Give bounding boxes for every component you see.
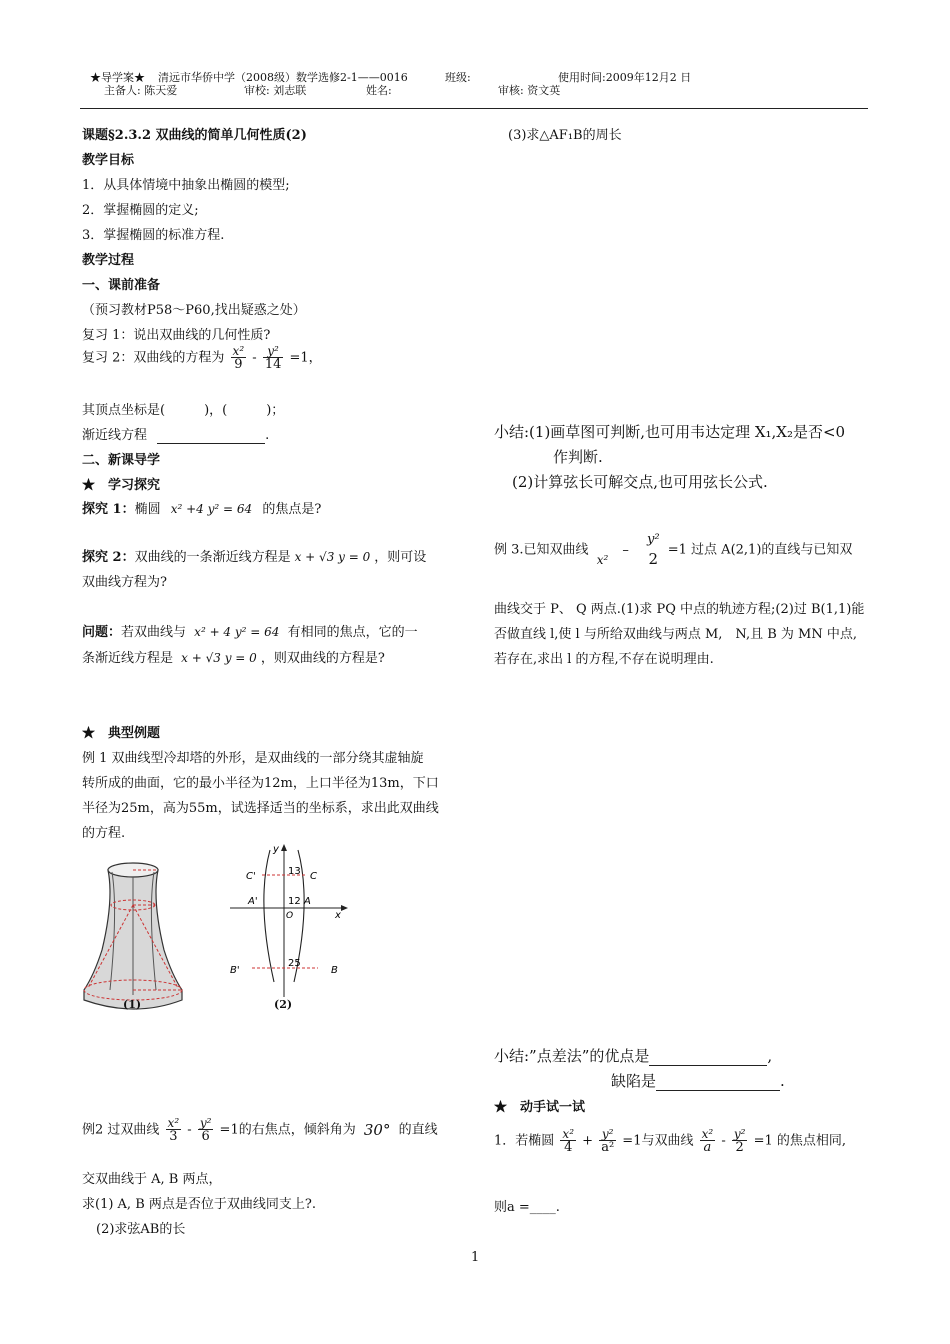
fraction-denominator: 2 <box>648 550 659 568</box>
fraction <box>198 1117 214 1143</box>
summary-2-line-1-end: , <box>767 1047 773 1065</box>
header-school: 清远市华侨中学（2008级）数学选修2-1——0016 <box>158 71 408 84</box>
plus-sign: + <box>582 1133 594 1149</box>
example-3-x-term: x² <box>596 552 609 567</box>
x-axis-label: x <box>335 910 341 921</box>
fraction <box>166 1117 182 1143</box>
fraction-denominator: 6 <box>198 1129 214 1143</box>
equation: x + √3 y = 0 <box>294 550 371 564</box>
cooling-tower-figure <box>80 850 190 1020</box>
summary-2-line-2-end: . <box>780 1072 785 1090</box>
example-2-line2: 交双曲线于 A, B 两点， <box>82 1172 222 1187</box>
page-number: 1 <box>471 1250 480 1265</box>
fraction-denominator: a <box>700 1140 716 1154</box>
fraction-numerator: y² <box>601 1127 614 1141</box>
header-approver: 审核: 资文英 <box>498 84 561 97</box>
example-1-line: 半径为25m，高为55m，试选择适当的坐标系，求出此双曲线 <box>82 801 439 816</box>
answer-blank <box>157 428 265 444</box>
minus-sign: - <box>721 1133 726 1149</box>
fraction <box>645 533 662 567</box>
new-heading: 二、新课导学 <box>82 453 161 468</box>
lesson-title: 课题§2.3.2 双曲线的简单几何性质(2) <box>82 128 307 143</box>
point-label: B <box>331 965 338 976</box>
fraction-numerator: y² <box>199 1116 212 1130</box>
explore-1-label: 探究 1： <box>82 502 135 517</box>
question-end: 有相同的焦点，它的一 <box>287 625 418 640</box>
examples-heading: ★ 典型例题 <box>82 726 161 741</box>
header-class: 班级: <box>445 71 471 84</box>
explore-2-end: ，则可设 <box>374 550 427 565</box>
fraction-numerator: x² <box>701 1127 714 1141</box>
hyperbola-axes-figure <box>222 842 352 1002</box>
vertex-line: 其顶点坐标是( )，( )； <box>82 403 285 418</box>
review-2 <box>82 345 322 371</box>
fraction-numerator: y² <box>267 344 279 358</box>
fraction-denominator: 14 <box>264 357 282 372</box>
figure-1-caption: (1) <box>123 998 142 1011</box>
equation: x² + 4 y² = 64 <box>194 625 280 639</box>
header-reviewer: 审校: 刘志联 <box>244 84 307 97</box>
question <box>82 621 418 640</box>
fraction-numerator: x² <box>562 1127 574 1141</box>
explore-2-line2: 双曲线方程为? <box>82 575 167 590</box>
example-3 <box>494 533 852 567</box>
question-text: 若双曲线与 <box>121 625 187 640</box>
summary-1-line-2: 作判断. <box>553 448 603 466</box>
header-name: 姓名: <box>366 84 392 97</box>
example-2-end: 的直线 <box>398 1122 438 1138</box>
asymptote-label: 渐近线方程 <box>82 428 148 443</box>
fraction <box>599 1128 616 1154</box>
review-2-prefix: 复习 2：双曲线的方程为 <box>82 350 225 366</box>
example-3-prefix: 例 3.已知双曲线 <box>494 542 589 558</box>
dimension-label: 12 <box>288 896 301 907</box>
try-1-answer: 则a =____. <box>494 1200 560 1215</box>
example-2-question-2: (2)求弦AB的长 <box>96 1222 186 1237</box>
explore-2 <box>82 546 426 565</box>
header-date: 使用时间:2009年12月2 日 <box>558 71 692 84</box>
fraction-numerator: y² <box>647 532 660 547</box>
summary-1-line-3: (2)计算弦长可解交点,也可用弦长公式. <box>512 473 768 491</box>
explore-heading: ★ 学习探究 <box>82 478 161 493</box>
fraction <box>263 345 284 371</box>
example-2-mid: =1的右焦点，倾斜角为 <box>219 1122 356 1138</box>
answer-blank <box>656 1072 780 1091</box>
fraction <box>560 1128 576 1154</box>
summary-2-advantage-label: 小结:”点差法”的优点是 <box>494 1047 650 1065</box>
y-axis-label: y <box>273 844 279 855</box>
header-brand: ★导学案★ <box>90 71 145 84</box>
example-2-prefix: 例2 过双曲线 <box>82 1122 160 1138</box>
equation: x² +4 y² = 64 <box>170 502 253 516</box>
explore-2-label: 探究 2： <box>82 550 135 565</box>
point-label: A <box>304 896 311 907</box>
goal-item: 3．掌握椭圆的标准方程. <box>82 228 225 243</box>
pre-note: （预习教材P58～P60,找出疑惑之处） <box>82 303 306 318</box>
question-line2-a: 条渐近线方程是 <box>82 651 174 666</box>
fraction-denominator: a² <box>601 1140 615 1155</box>
summary-2-line-1 <box>494 1045 772 1066</box>
fraction <box>231 345 247 371</box>
explore-1-end: 的焦点是? <box>262 502 322 517</box>
minus-sign: - <box>252 350 257 366</box>
example-1-line: 转所成的曲面，它的最小半径为12m，上口半径为13m，下口 <box>82 776 439 791</box>
summary-2-drawback-label: 缺陷是 <box>611 1072 657 1090</box>
point-label: C <box>310 871 317 882</box>
origin-label: O <box>286 911 294 921</box>
minus-sign: – <box>622 542 629 558</box>
equation: x + √3 y = 0 <box>181 651 257 665</box>
review-2-suffix: =1， <box>289 350 322 366</box>
review-1: 复习 1：说出双曲线的几何性质? <box>82 328 271 343</box>
question-label: 问题： <box>82 625 122 640</box>
try-1-mid: =1与双曲线 <box>622 1133 694 1149</box>
try-question-1 <box>494 1128 846 1154</box>
try-heading: ★ 动手试一试 <box>494 1100 586 1115</box>
question-line2 <box>82 647 385 666</box>
header-author: 主备人: 陈天爱 <box>104 84 178 97</box>
pre-heading: 一、课前准备 <box>82 278 161 293</box>
goals-heading: 教学目标 <box>82 153 135 168</box>
explore-2-text: 双曲线的一条渐近线方程是 <box>134 550 291 565</box>
fraction-denominator: 3 <box>166 1129 182 1143</box>
point-label: B' <box>230 965 240 976</box>
question-line2-b: ，则双曲线的方程是? <box>260 651 385 666</box>
fraction-numerator: x² <box>232 344 245 358</box>
try-1-prefix: 1．若椭圆 <box>494 1133 555 1149</box>
minus-sign: - <box>187 1122 192 1138</box>
example-1-line: 的方程. <box>82 826 126 841</box>
point-label: C' <box>246 871 256 882</box>
example-2-question-3: (3)求△AF₁B的周长 <box>508 128 622 143</box>
asymptote-line <box>82 424 269 444</box>
angle-value: 30° <box>363 1120 391 1139</box>
example-2-question-1: 求(1) A, B 两点是否位于双曲线同支上?. <box>82 1197 316 1212</box>
explore-1-text: 椭圆 <box>134 502 161 517</box>
example-3-line: 曲线交于 P、 Q 两点.(1)求 PQ 中点的轨迹方程;(2)过 B(1,1)能 <box>494 602 865 617</box>
example-3-line: 否做直线 l,使 l 与所给双曲线与两点 M, N,且 B 为 MN 中点, <box>494 627 857 642</box>
fraction <box>700 1128 716 1154</box>
example-3-line: 若存在,求出 l 的方程,不存在说明理由. <box>494 652 714 667</box>
fraction-numerator: y² <box>733 1127 746 1141</box>
header-rule <box>80 108 868 109</box>
process-heading: 教学过程 <box>82 253 135 268</box>
explore-1 <box>82 498 321 517</box>
summary-2-line-2 <box>611 1070 785 1091</box>
dimension-label: 13 <box>288 866 301 877</box>
fraction-denominator: 4 <box>560 1140 576 1154</box>
example-1-line: 例 1 双曲线型冷却塔的外形，是双曲线的一部分绕其虚轴旋 <box>82 751 424 766</box>
fraction-denominator: 2 <box>732 1140 748 1154</box>
goal-item: 2．掌握椭圆的定义; <box>82 203 199 218</box>
fraction-denominator: 9 <box>231 357 247 371</box>
example-2 <box>82 1117 438 1143</box>
fraction-numerator: x² <box>167 1116 180 1130</box>
answer-blank <box>649 1047 767 1066</box>
figure-2-caption: (2) <box>274 998 293 1011</box>
dimension-label: 25 <box>288 958 301 969</box>
point-label: A' <box>248 896 258 907</box>
asymptote-end: . <box>265 428 270 443</box>
fraction <box>732 1128 748 1154</box>
try-1-end: =1 的焦点相同, <box>753 1133 847 1149</box>
summary-1-line-1: 小结:(1)画草图可判断,也可用韦达定理 X₁,X₂是否<0 <box>494 423 846 441</box>
example-3-end: =1 过点 A(2,1)的直线与已知双 <box>667 542 853 558</box>
goal-item: 1．从具体情境中抽象出椭圆的模型; <box>82 178 290 193</box>
